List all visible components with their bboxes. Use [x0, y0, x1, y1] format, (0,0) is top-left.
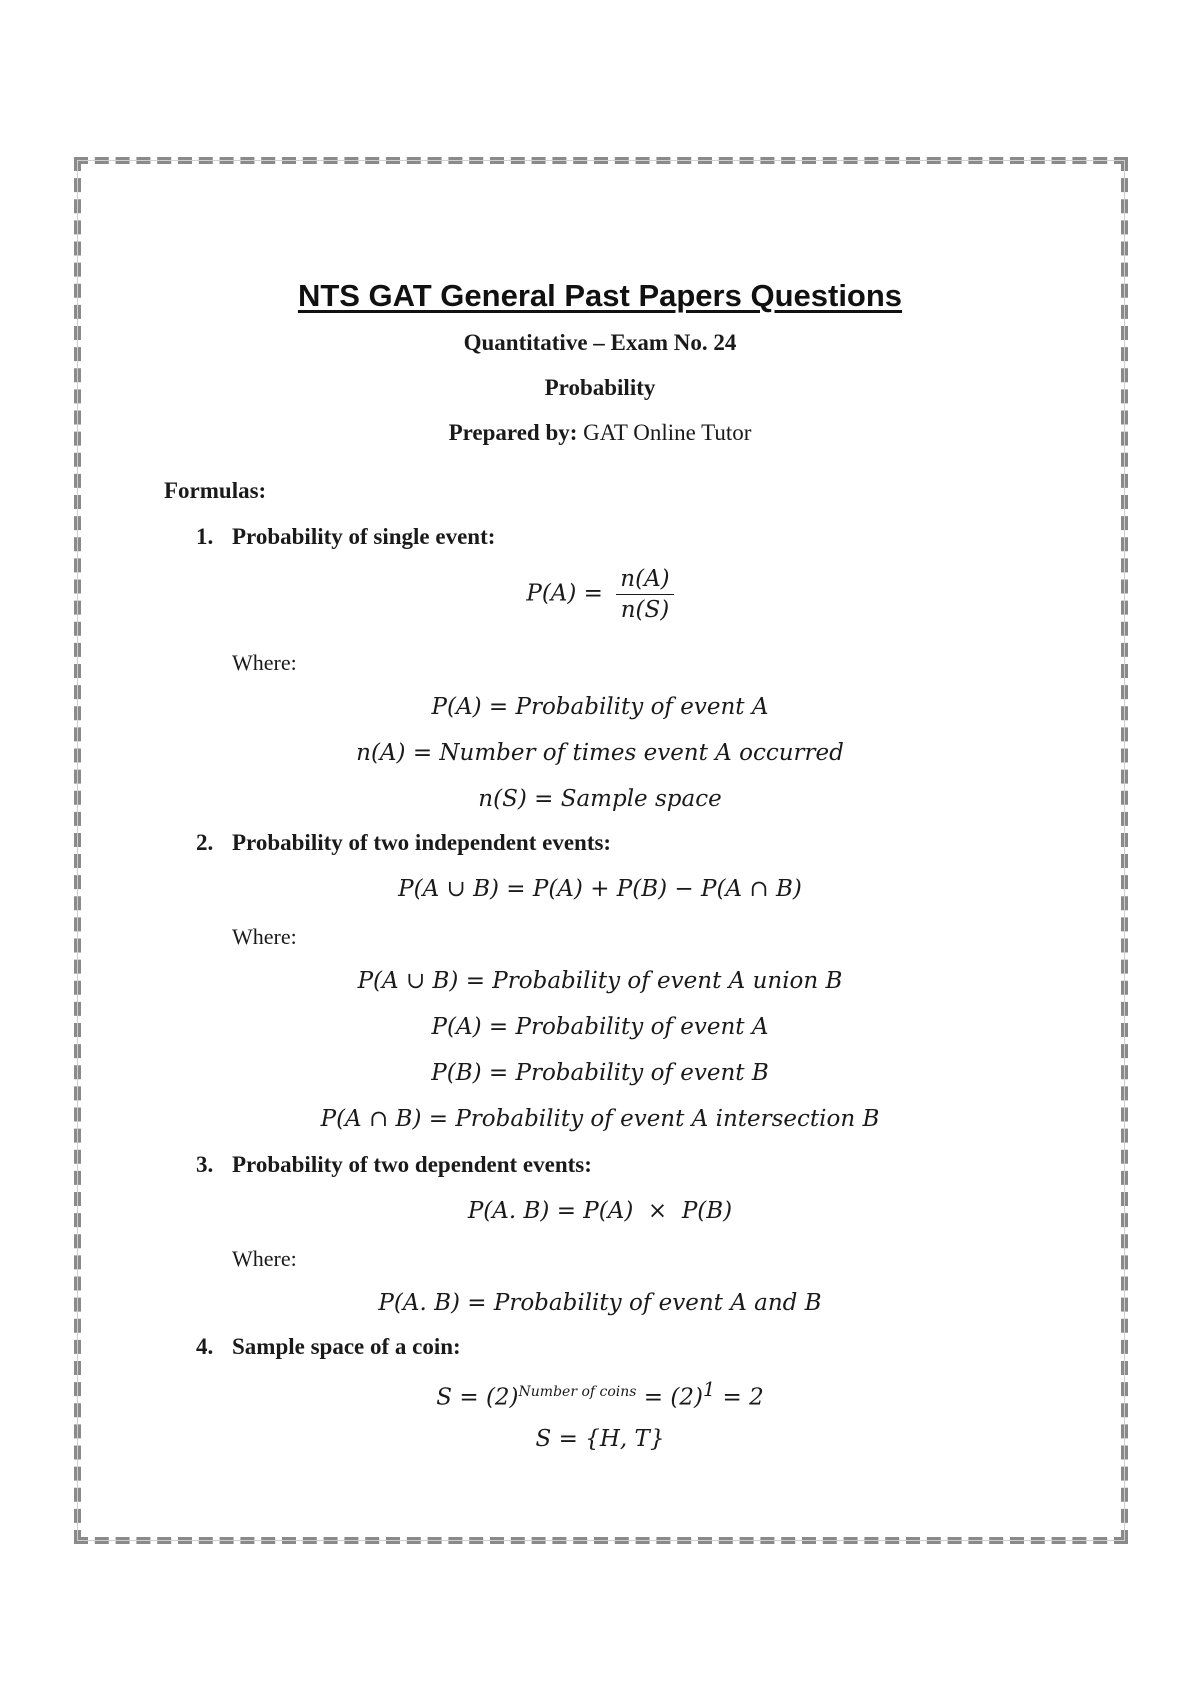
formula-dependent-events: P(A. B) = P(A) × P(B) [467, 1198, 733, 1224]
section-title-text: Probability of single event: [232, 524, 496, 549]
prepared-by-line [0, 420, 1200, 446]
definition: P(A. B) = Probability of event A and B [378, 1290, 822, 1316]
prepared-by-label: Prepared by: [448, 420, 578, 445]
formula-lhs: P(A) = [526, 580, 603, 607]
section-2-title [196, 830, 611, 856]
formula-single-event [0, 566, 1200, 623]
definition: P(A ∪ B) = Probability of event A union B [357, 968, 843, 994]
definition: P(A) = Probability of event A [431, 1014, 769, 1040]
section-number: 1. [196, 524, 214, 549]
formulas-heading: Formulas: [164, 478, 267, 503]
fraction [616, 566, 673, 623]
section-number: 3. [196, 1152, 214, 1177]
section-title-text: Probability of two independent events: [232, 830, 612, 855]
definition: P(A) = Probability of event A [431, 694, 769, 720]
section-3-title [196, 1152, 592, 1178]
formula-independent-events: P(A ∪ B) = P(A) + P(B) − P(A ∩ B) [398, 876, 802, 902]
section-1-title [196, 524, 495, 550]
formula-coin-sample-space [0, 1378, 1200, 1411]
formula-part: = 2 [715, 1384, 764, 1411]
where-label-3: Where: [232, 1246, 297, 1271]
formula-exponent: 1 [702, 1378, 716, 1401]
section-number: 2. [196, 830, 214, 855]
formula-part: S = (2) [436, 1384, 519, 1411]
section-title-text: Probability of two dependent events: [232, 1152, 592, 1177]
definition: P(A ∩ B) = Probability of event A intersection B [320, 1106, 880, 1132]
definition: n(A) = Number of times event A occurred [356, 740, 844, 766]
definition: P(B) = Probability of event B [431, 1060, 769, 1086]
page-title: NTS GAT General Past Papers Questions [297, 278, 903, 313]
formula-coin-outcomes: S = {H, T} [535, 1426, 665, 1452]
topic-subtitle: Probability [544, 375, 656, 400]
section-title-text: Sample space of a coin: [232, 1334, 461, 1359]
section-4-title [196, 1334, 461, 1360]
fraction-numerator: n(A) [616, 566, 673, 595]
exam-subtitle: Quantitative – Exam No. 24 [463, 330, 737, 355]
formula-exponent: Number of coins [518, 1384, 637, 1400]
where-label-1: Where: [232, 650, 297, 675]
definition: n(S) = Sample space [478, 786, 722, 812]
fraction-denominator: n(S) [620, 597, 670, 623]
where-label-2: Where: [232, 924, 297, 949]
formula-part: = (2) [636, 1384, 703, 1411]
section-number: 4. [196, 1334, 214, 1359]
prepared-by-value: GAT Online Tutor [583, 420, 752, 445]
